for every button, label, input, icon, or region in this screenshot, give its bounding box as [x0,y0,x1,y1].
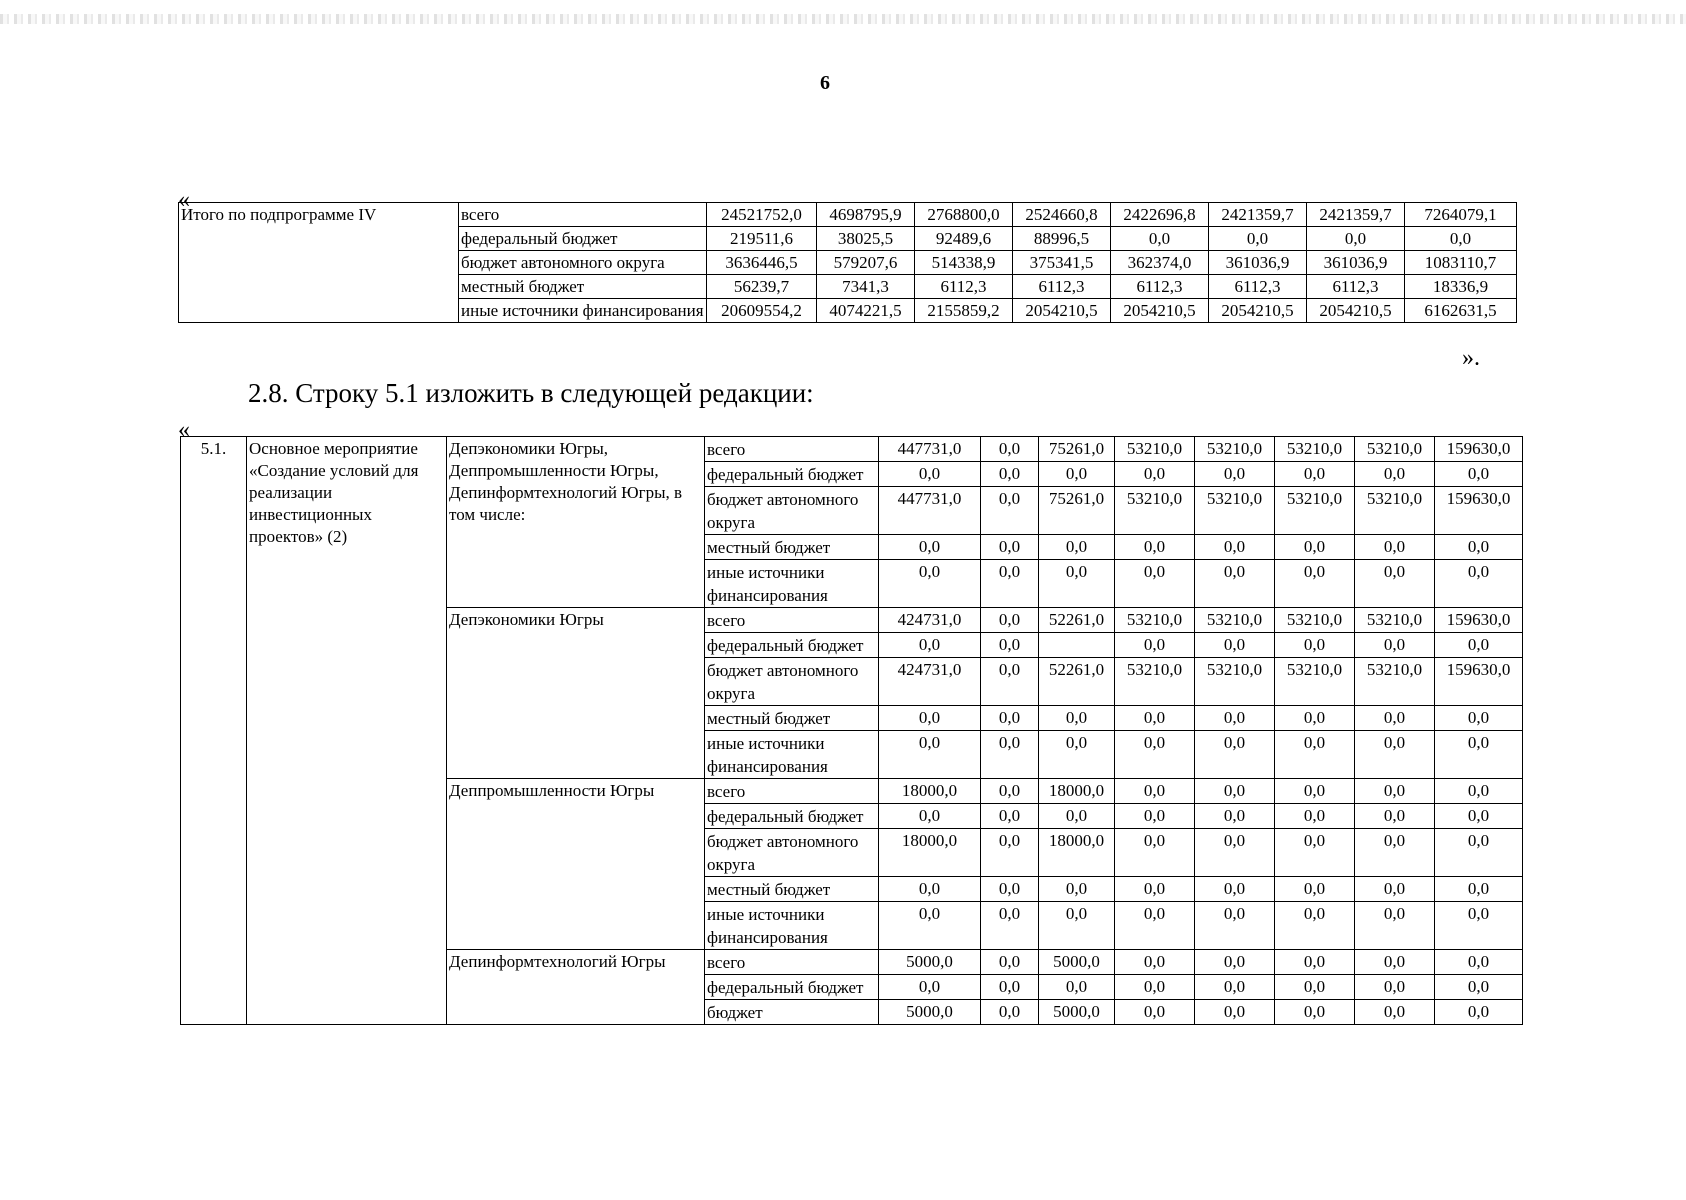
funding-source-cell: местный бюджет [705,877,879,902]
activity-name: Основное мероприятие «Создание условий для реализации инвестиционных проектов» (2) [247,437,447,1025]
value-cell: 0,0 [1115,975,1195,1000]
value-cell: 0,0 [1195,535,1275,560]
value-cell: 0,0 [1355,731,1435,779]
value-cell: 447731,0 [879,487,981,535]
value-cell: 20609554,2 [707,299,817,323]
value-cell: 0,0 [981,804,1039,829]
value-cell: 53210,0 [1355,658,1435,706]
value-cell: 3636446,5 [707,251,817,275]
value-cell: 0,0 [1355,779,1435,804]
value-cell: 53210,0 [1115,437,1195,462]
funding-source-cell: иные источники финансирования [705,902,879,950]
activity-code: 5.1. [181,437,247,1025]
value-cell: 53210,0 [1275,487,1355,535]
value-cell: 0,0 [879,535,981,560]
value-cell: 0,0 [1195,706,1275,731]
value-cell: 5000,0 [879,950,981,975]
value-cell: 4698795,9 [817,203,915,227]
value-cell: 0,0 [1275,804,1355,829]
value-cell: 0,0 [1435,804,1523,829]
value-cell: 0,0 [1355,877,1435,902]
value-cell: 0,0 [981,437,1039,462]
value-cell: 0,0 [1405,227,1517,251]
value-cell: 361036,9 [1209,251,1307,275]
value-cell: 0,0 [1275,706,1355,731]
value-cell: 0,0 [879,560,981,608]
funding-source-cell: бюджет автономного округа [705,658,879,706]
value-cell: 88996,5 [1013,227,1111,251]
value-cell: 0,0 [879,877,981,902]
value-cell: 0,0 [1039,877,1115,902]
value-cell: 0,0 [1195,779,1275,804]
value-cell: 18000,0 [879,829,981,877]
value-cell: 0,0 [1115,633,1195,658]
value-cell: 219511,6 [707,227,817,251]
value-cell: 0,0 [1115,779,1195,804]
value-cell: 0,0 [1307,227,1405,251]
value-cell: 53210,0 [1115,608,1195,633]
value-cell: 0,0 [1209,227,1307,251]
value-cell: 0,0 [879,975,981,1000]
executor-cell: Деппромышленности Югры [447,779,705,950]
value-cell: 0,0 [1039,975,1115,1000]
value-cell: 0,0 [879,706,981,731]
value-cell: 2421359,7 [1209,203,1307,227]
value-cell: 0,0 [1435,902,1523,950]
value-cell: 0,0 [1435,462,1523,487]
value-cell: 0,0 [1275,462,1355,487]
value-cell: 75261,0 [1039,487,1115,535]
value-cell: 0,0 [1275,950,1355,975]
value-cell: 4074221,5 [817,299,915,323]
scan-edge-noise [0,14,1686,24]
value-cell: 0,0 [1355,706,1435,731]
funding-source-cell: всего [705,950,879,975]
value-cell: 6112,3 [1209,275,1307,299]
value-cell: 0,0 [1195,731,1275,779]
value-cell: 0,0 [1275,633,1355,658]
funding-source-cell: иные источники финансирования [705,731,879,779]
value-cell: 6112,3 [1307,275,1405,299]
value-cell: 0,0 [1115,902,1195,950]
value-cell: 0,0 [1435,950,1523,975]
value-cell: 0,0 [1115,804,1195,829]
funding-source-cell: бюджет [705,1000,879,1025]
value-cell: 6112,3 [1111,275,1209,299]
value-cell: 0,0 [1195,829,1275,877]
funding-source-cell: федеральный бюджет [705,633,879,658]
value-cell: 6162631,5 [1405,299,1517,323]
opening-quote-2: « [178,417,190,443]
value-cell: 375341,5 [1013,251,1111,275]
value-cell: 0,0 [981,779,1039,804]
value-cell: 0,0 [1275,829,1355,877]
value-cell: 0,0 [1039,535,1115,560]
value-cell: 52261,0 [1039,608,1115,633]
value-cell: 0,0 [1039,560,1115,608]
value-cell: 2054210,5 [1307,299,1405,323]
value-cell: 0,0 [1355,975,1435,1000]
value-cell: 0,0 [981,658,1039,706]
value-cell: 424731,0 [879,608,981,633]
value-cell: 0,0 [879,902,981,950]
funding-source-cell: всего [705,608,879,633]
value-cell: 2054210,5 [1013,299,1111,323]
value-cell: 53210,0 [1115,658,1195,706]
value-cell: 53210,0 [1115,487,1195,535]
table-row [179,203,1517,227]
value-cell: 0,0 [1039,706,1115,731]
value-cell: 0,0 [981,706,1039,731]
value-cell: 0,0 [981,731,1039,779]
value-cell: 0,0 [981,535,1039,560]
value-cell: 53210,0 [1195,658,1275,706]
funding-source-cell: всего [459,203,707,227]
value-cell: 0,0 [1115,950,1195,975]
value-cell: 53210,0 [1275,658,1355,706]
executor-cell: Депинформтехнологий Югры [447,950,705,1025]
executor-cell: Депэкономики Югры [447,608,705,779]
value-cell: 2054210,5 [1111,299,1209,323]
value-cell: 53210,0 [1355,487,1435,535]
value-cell: 0,0 [1039,902,1115,950]
value-cell: 0,0 [1039,731,1115,779]
value-cell: 0,0 [1355,902,1435,950]
value-cell: 0,0 [1115,877,1195,902]
value-cell: 2768800,0 [915,203,1013,227]
funding-source-cell: местный бюджет [459,275,707,299]
value-cell: 53210,0 [1275,608,1355,633]
value-cell: 0,0 [1355,829,1435,877]
value-cell: 0,0 [1195,804,1275,829]
value-cell: 0,0 [1275,975,1355,1000]
value-cell: 0,0 [1435,633,1523,658]
value-cell: 0,0 [981,829,1039,877]
value-cell: 0,0 [1275,1000,1355,1025]
value-cell: 18000,0 [879,779,981,804]
value-cell: 18336,9 [1405,275,1517,299]
value-cell: 159630,0 [1435,487,1523,535]
value-cell: 53210,0 [1275,437,1355,462]
value-cell: 0,0 [1275,877,1355,902]
value-cell: 7264079,1 [1405,203,1517,227]
value-cell: 53210,0 [1195,487,1275,535]
value-cell: 447731,0 [879,437,981,462]
value-cell: 6112,3 [915,275,1013,299]
value-cell: 0,0 [1195,975,1275,1000]
value-cell: 0,0 [1039,462,1115,487]
value-cell: 1083110,7 [1405,251,1517,275]
subprogram-total-table [178,202,1517,323]
value-cell: 2421359,7 [1307,203,1405,227]
value-cell: 0,0 [981,608,1039,633]
value-cell: 0,0 [1435,560,1523,608]
value-cell: 0,0 [879,633,981,658]
closing-quote: ». [1462,345,1480,371]
value-cell: 0,0 [1111,227,1209,251]
value-cell: 0,0 [1115,1000,1195,1025]
value-cell: 0,0 [1115,535,1195,560]
value-cell: 361036,9 [1307,251,1405,275]
value-cell: 0,0 [1195,950,1275,975]
funding-source-cell: иные источники финансирования [459,299,707,323]
value-cell: 0,0 [1115,706,1195,731]
value-cell: 0,0 [981,877,1039,902]
value-cell: 0,0 [1275,535,1355,560]
value-cell: 92489,6 [915,227,1013,251]
page-number: 6 [820,72,830,94]
value-cell: 38025,5 [817,227,915,251]
value-cell: 362374,0 [1111,251,1209,275]
funding-source-cell: бюджет автономного округа [705,487,879,535]
funding-source-cell: местный бюджет [705,706,879,731]
value-cell: 0,0 [1275,731,1355,779]
funding-source-cell: федеральный бюджет [705,462,879,487]
value-cell: 56239,7 [707,275,817,299]
funding-source-cell: федеральный бюджет [705,804,879,829]
table-row [181,437,1523,462]
value-cell: 5000,0 [1039,1000,1115,1025]
value-cell: 0,0 [1115,731,1195,779]
value-cell: 0,0 [1435,779,1523,804]
value-cell: 0,0 [1435,877,1523,902]
value-cell: 0,0 [1355,804,1435,829]
value-cell: 0,0 [1355,633,1435,658]
value-cell: 7341,3 [817,275,915,299]
value-cell: 0,0 [879,462,981,487]
value-cell: 0,0 [981,487,1039,535]
value-cell: 0,0 [1435,706,1523,731]
value-cell: 53210,0 [1195,437,1275,462]
value-cell: 159630,0 [1435,608,1523,633]
value-cell: 159630,0 [1435,658,1523,706]
value-cell [1039,633,1115,658]
section-heading: 2.8. Строку 5.1 изложить в следующей редакции: [248,378,814,408]
value-cell: 0,0 [981,462,1039,487]
funding-source-cell: федеральный бюджет [705,975,879,1000]
value-cell: 0,0 [1435,975,1523,1000]
value-cell: 0,0 [1275,779,1355,804]
value-cell: 6112,3 [1013,275,1111,299]
value-cell: 0,0 [1195,877,1275,902]
value-cell: 0,0 [981,950,1039,975]
value-cell: 75261,0 [1039,437,1115,462]
value-cell: 0,0 [981,560,1039,608]
value-cell: 0,0 [1195,462,1275,487]
value-cell: 0,0 [1435,731,1523,779]
value-cell: 5000,0 [1039,950,1115,975]
funding-source-cell: федеральный бюджет [459,227,707,251]
funding-source-cell: иные источники финансирования [705,560,879,608]
value-cell: 0,0 [879,731,981,779]
value-cell: 5000,0 [879,1000,981,1025]
value-cell: 53210,0 [1355,437,1435,462]
value-cell: 0,0 [1195,902,1275,950]
subprogram-label: Итого по подпрограмме IV [179,203,459,323]
opening-quote: « [178,187,190,213]
value-cell: 0,0 [1115,829,1195,877]
value-cell: 159630,0 [1435,437,1523,462]
value-cell: 0,0 [1355,950,1435,975]
funding-source-cell: бюджет автономного округа [459,251,707,275]
value-cell: 0,0 [1355,1000,1435,1025]
value-cell: 0,0 [1115,462,1195,487]
value-cell: 0,0 [1195,1000,1275,1025]
value-cell: 52261,0 [1039,658,1115,706]
value-cell: 53210,0 [1195,608,1275,633]
value-cell: 0,0 [981,633,1039,658]
value-cell: 0,0 [1355,462,1435,487]
value-cell: 18000,0 [1039,779,1115,804]
value-cell: 18000,0 [1039,829,1115,877]
value-cell: 0,0 [981,1000,1039,1025]
value-cell: 2524660,8 [1013,203,1111,227]
value-cell: 24521752,0 [707,203,817,227]
value-cell: 0,0 [1195,560,1275,608]
value-cell: 2422696,8 [1111,203,1209,227]
value-cell: 0,0 [1435,535,1523,560]
value-cell: 0,0 [879,804,981,829]
value-cell: 424731,0 [879,658,981,706]
value-cell: 0,0 [1115,560,1195,608]
value-cell: 2155859,2 [915,299,1013,323]
value-cell: 0,0 [1435,1000,1523,1025]
value-cell: 0,0 [1275,902,1355,950]
value-cell: 0,0 [1195,633,1275,658]
value-cell: 514338,9 [915,251,1013,275]
value-cell: 53210,0 [1355,608,1435,633]
value-cell: 0,0 [1275,560,1355,608]
value-cell: 0,0 [1355,535,1435,560]
value-cell: 579207,6 [817,251,915,275]
value-cell: 2054210,5 [1209,299,1307,323]
value-cell: 0,0 [1435,829,1523,877]
value-cell: 0,0 [1039,804,1115,829]
funding-source-cell: всего [705,779,879,804]
value-cell: 0,0 [981,975,1039,1000]
executor-cell: Депэкономики Югры, Деппромышленности Югры, Депинформтехнологий Югры, в том числе: [447,437,705,608]
funding-source-cell: местный бюджет [705,535,879,560]
funding-source-cell: бюджет автономного округа [705,829,879,877]
value-cell: 0,0 [1355,560,1435,608]
value-cell: 0,0 [981,902,1039,950]
activity-5-1-table [180,436,1523,1025]
funding-source-cell: всего [705,437,879,462]
